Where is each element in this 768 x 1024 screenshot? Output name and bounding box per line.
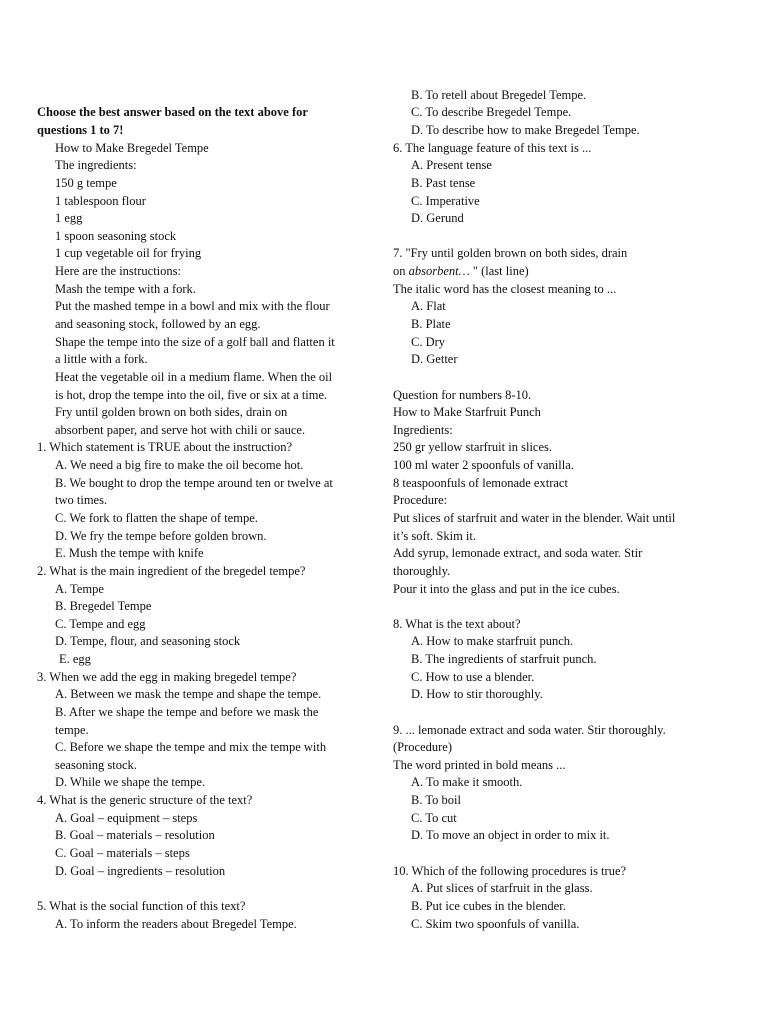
question-7-line-2 (393, 263, 529, 280)
step-line: Fry until golden brown on both sides, drain on (55, 405, 288, 419)
question-7-line-1: 7. "Fry until golden brown on both sides, drain (393, 246, 628, 260)
ingredients-heading: The ingredients: (55, 158, 137, 172)
answer-option[interactable]: A. Goal – equipment – steps (55, 811, 198, 825)
procedure-line: it’s soft. Skim it. (393, 529, 477, 543)
question-9-line-1: 9. ... lemonade extract and soda water. Stir thoroughly. (393, 723, 666, 737)
question-1: 1. Which statement is TRUE about the instruction? (37, 440, 293, 454)
answer-option[interactable]: B. After we shape the tempe and before we mask the (55, 705, 319, 719)
question-7-line-3: The italic word has the closest meaning to ... (393, 282, 617, 296)
ingredient-item: 250 gr yellow starfruit in slices. (393, 440, 552, 454)
instruction-line-1: Choose the best answer based on the text above for (37, 105, 308, 119)
answer-option[interactable]: A. Present tense (411, 158, 492, 172)
ingredient-item: 1 spoon seasoning stock (55, 229, 177, 243)
answer-option[interactable]: D. We fry the tempe before golden brown. (55, 529, 267, 543)
ingredient-item: 100 ml water 2 spoonfuls of vanilla. (393, 458, 574, 472)
answer-option[interactable]: A. To inform the readers about Bregedel Tempe. (55, 917, 297, 931)
answer-option[interactable]: E. egg (59, 652, 91, 666)
ingredient-item: 1 egg (55, 211, 83, 225)
ingredients-2-heading: Ingredients: (393, 423, 453, 437)
answer-option[interactable]: C. How to use a blender. (411, 670, 535, 684)
step-line: Shape the tempe into the size of a golf ball and flatten it (55, 335, 335, 349)
answer-option[interactable]: A. Put slices of starfruit in the glass. (411, 881, 593, 895)
step-line: is hot, drop the tempe into the oil, five or six at a time. (55, 388, 328, 402)
q7-suffix: " (last line) (469, 264, 529, 278)
answer-option-continuation: tempe. (55, 723, 89, 737)
answer-option[interactable]: B. To retell about Bregedel Tempe. (411, 88, 587, 102)
section-2-heading: Question for numbers 8-10. (393, 388, 532, 402)
procedure-line: Pour it into the glass and put in the ice cubes. (393, 582, 620, 596)
recipe-title: How to Make Bregedel Tempe (55, 141, 209, 155)
q7-prefix: on (393, 264, 409, 278)
question-2: 2. What is the main ingredient of the bregedel tempe? (37, 564, 306, 578)
instruction-line-2: questions 1 to 7! (37, 123, 124, 137)
q7-italic-word: absorbent… (408, 264, 470, 278)
answer-option[interactable]: A. We need a big fire to make the oil become hot. (55, 458, 304, 472)
question-4: 4. What is the generic structure of the text? (37, 793, 253, 807)
procedure-line: Put slices of starfruit and water in the blender. Wait until (393, 511, 676, 525)
answer-option[interactable]: A. How to make starfruit punch. (411, 634, 574, 648)
answer-option[interactable]: D. Gerund (411, 211, 464, 225)
answer-option[interactable]: B. Bregedel Tempe (55, 599, 152, 613)
answer-option[interactable]: D. To describe how to make Bregedel Tempe. (411, 123, 640, 137)
ingredient-item: 1 tablespoon flour (55, 194, 146, 208)
ingredient-item: 150 g tempe (55, 176, 117, 190)
answer-option[interactable]: D. While we shape the tempe. (55, 775, 206, 789)
answer-option[interactable]: A. Between we mask the tempe and shape the tempe. (55, 687, 322, 701)
answer-option[interactable]: D. Tempe, flour, and seasoning stock (55, 634, 241, 648)
answer-option[interactable]: C. We fork to flatten the shape of tempe. (55, 511, 258, 525)
procedure-line: thoroughly. (393, 564, 451, 578)
answer-option[interactable]: C. To cut (411, 811, 457, 825)
step-line: Heat the vegetable oil in a medium flame. When the oil (55, 370, 333, 384)
answer-option[interactable]: D. To move an object in order to mix it. (411, 828, 610, 842)
answer-option[interactable]: B. Plate (411, 317, 451, 331)
procedure-heading: Procedure: (393, 493, 448, 507)
answer-option[interactable]: C. Skim two spoonfuls of vanilla. (411, 917, 580, 931)
question-3: 3. When we add the egg in making bregedel tempe? (37, 670, 297, 684)
answer-option[interactable]: A. To make it smooth. (411, 775, 523, 789)
answer-option[interactable]: D. Goal – ingredients – resolution (55, 864, 226, 878)
question-5: 5. What is the social function of this text? (37, 899, 246, 913)
step-line: and seasoning stock, followed by an egg. (55, 317, 261, 331)
answer-option[interactable]: E. Mush the tempe with knife (55, 546, 204, 560)
ingredient-item: 8 teaspoonfuls of lemonade extract (393, 476, 568, 490)
question-9-line-3: The word printed in bold means ... (393, 758, 566, 772)
ingredient-item: 1 cup vegetable oil for frying (55, 246, 202, 260)
answer-option[interactable]: D. How to stir thoroughly. (411, 687, 543, 701)
answer-option[interactable]: C. Tempe and egg (55, 617, 146, 631)
answer-option[interactable]: B. To boil (411, 793, 461, 807)
instructions-heading: Here are the instructions: (55, 264, 181, 278)
question-9-line-2: (Procedure) (393, 740, 452, 754)
question-8: 8. What is the text about? (393, 617, 521, 631)
question-10: 10. Which of the following procedures is true? (393, 864, 627, 878)
answer-option[interactable]: B. Put ice cubes in the blender. (411, 899, 566, 913)
answer-option[interactable]: C. Imperative (411, 194, 480, 208)
answer-option[interactable]: C. Dry (411, 335, 446, 349)
answer-option[interactable]: B. The ingredients of starfruit punch. (411, 652, 597, 666)
answer-option[interactable]: B. Past tense (411, 176, 476, 190)
procedure-line: Add syrup, lemonade extract, and soda water. Stir (393, 546, 643, 560)
answer-option[interactable]: C. To describe Bregedel Tempe. (411, 105, 572, 119)
answer-option[interactable]: B. We bought to drop the tempe around ten or twelve at (55, 476, 333, 490)
answer-option[interactable]: A. Flat (411, 299, 446, 313)
answer-option[interactable]: D. Getter (411, 352, 458, 366)
question-6: 6. The language feature of this text is ... (393, 141, 592, 155)
recipe-2-title: How to Make Starfruit Punch (393, 405, 541, 419)
step-line: absorbent paper, and serve hot with chili or sauce. (55, 423, 306, 437)
answer-option[interactable]: A. Tempe (55, 582, 104, 596)
step-line: Put the mashed tempe in a bowl and mix with the flour (55, 299, 330, 313)
answer-option-continuation: seasoning stock. (55, 758, 137, 772)
answer-option[interactable]: C. Goal – materials – steps (55, 846, 190, 860)
answer-option[interactable]: B. Goal – materials – resolution (55, 828, 215, 842)
answer-option-continuation: two times. (55, 493, 108, 507)
answer-option[interactable]: C. Before we shape the tempe and mix the tempe with (55, 740, 327, 754)
step-line: Mash the tempe with a fork. (55, 282, 196, 296)
step-line: a little with a fork. (55, 352, 148, 366)
